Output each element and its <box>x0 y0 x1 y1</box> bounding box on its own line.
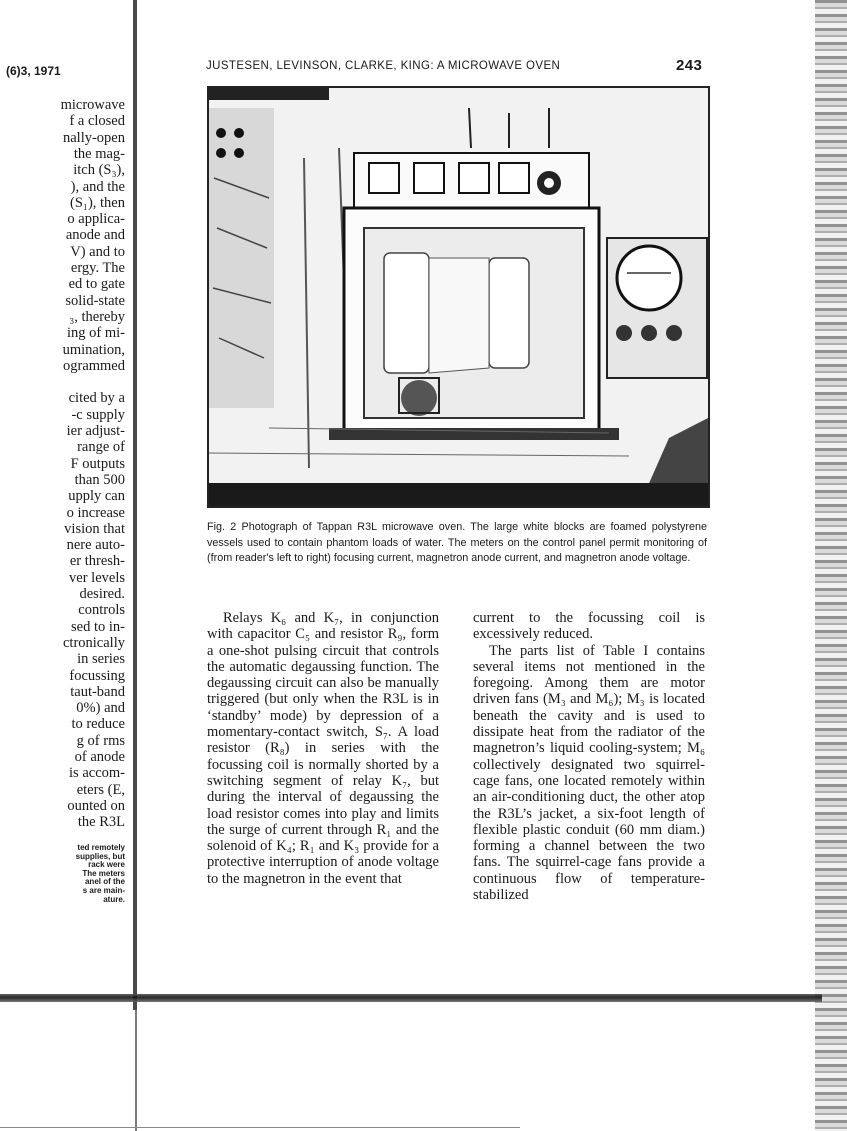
previous-page-line: ergy. The <box>70 260 125 276</box>
scan-edge-right <box>815 0 847 1131</box>
scan-line-bottom <box>0 1127 520 1128</box>
previous-page-line: er thresh- <box>69 553 125 570</box>
previous-page-line: 0%) and <box>76 700 125 717</box>
oven-photo-illustration <box>209 88 708 506</box>
previous-page-line: to reduce <box>71 716 125 733</box>
previous-page-line: anode and <box>65 227 125 244</box>
previous-page-line: ver levels <box>69 569 125 586</box>
previous-page-line: o increase <box>66 504 125 521</box>
previous-page-line: solid-state <box>65 292 125 309</box>
figure-photograph <box>207 86 710 508</box>
previous-page-footnote-line: ature. <box>103 894 125 904</box>
previous-page-footnote-line: ted remotely <box>77 843 125 852</box>
previous-page-line: ogrammed <box>62 357 125 374</box>
body-column-right <box>473 610 705 903</box>
previous-page-line: ier adjust- <box>66 423 125 439</box>
previous-page-line: range of <box>77 439 125 456</box>
previous-page-footnote-line: anel of the <box>84 877 125 887</box>
previous-page-line: sed to in- <box>71 618 125 635</box>
previous-page-line: desired. <box>79 586 125 602</box>
previous-page-line: o applica- <box>67 211 125 228</box>
previous-page-line: microwave <box>60 97 125 113</box>
page-number: 243 <box>676 57 703 74</box>
previous-page-line: V) and to <box>70 243 125 260</box>
body-column-left <box>207 610 439 887</box>
previous-page-footnote-line: The meters <box>82 868 125 878</box>
previous-page-line: the mag- <box>73 145 125 162</box>
body-paragraph-continued: current to the focussing coil is excessively reduced. <box>473 610 705 643</box>
previous-page-line: than 500 <box>74 471 125 488</box>
previous-page-line: ing of mi- <box>67 325 125 342</box>
figure-caption: Fig. 2 Photograph of Tappan R3L microwave oven. The large white blocks are foamed polystyrene vessels used to contain phantom loads of water. The meters on the control panel permit monitoring of (from reader's left to right) focusing current, magnetron anode current, and magnetron anode voltage. <box>207 521 707 564</box>
previous-page-line: -c supply <box>71 406 125 423</box>
previous-page-footnote-line: supplies, but <box>75 851 125 861</box>
previous-page-footnote-line: s are main- <box>82 886 125 895</box>
previous-page-line: of anode <box>74 749 125 765</box>
previous-page-line: ), and the <box>70 178 125 195</box>
previous-page-line: umination, <box>62 341 125 358</box>
previous-page-line: g of rms <box>76 732 125 749</box>
running-title: JUSTESEN, LEVINSON, CLARKE, KING: A MICROWAVE OVEN <box>206 60 561 72</box>
previous-page-volume: (6)3, 1971 <box>6 64 61 78</box>
previous-page-line: ctronically <box>62 634 125 651</box>
body-paragraph: The parts list of Table I contains several items not mentioned in the foregoing. Among them are motor driven fans (M₃ and M₆); M₃ is located beneath the cavity and is used to dissipate heat from the radiator of the magnetron’s liquid cooling-system; M₆ collectively designated two squirrel-cage fans, one located remotely within an air-conditioning duct, the other atop the R3L’s jacket, a six-foot length of flexible plastic conduit (60 mm diam.) forming a channel between the two fans. The squirrel-cage fans provide a continuous flow of temperature-stabilized <box>473 642 705 904</box>
previous-page-line: cited by a <box>68 390 125 407</box>
previous-page-line: eters (E, <box>76 781 125 798</box>
previous-page-line: focussing <box>69 667 125 684</box>
previous-page-line: F outputs <box>70 455 125 472</box>
previous-page-line: vision that <box>64 520 125 537</box>
previous-page-line: the R3L <box>77 814 125 831</box>
previous-page-line: nere auto- <box>66 537 125 554</box>
previous-page-line: f a closed <box>69 113 125 130</box>
scan-edge-bottom <box>0 994 822 1002</box>
page-gutter-lower <box>135 1010 137 1131</box>
previous-page-line: controls <box>78 602 125 619</box>
previous-page-line: itch (S₃), <box>73 162 125 179</box>
previous-page-line: ed to gate <box>68 276 125 293</box>
previous-page-line: ounted on <box>67 797 125 814</box>
previous-page-line: upply can <box>68 488 125 505</box>
previous-page-line: taut-band <box>70 683 125 700</box>
previous-page-line: nally-open <box>62 129 125 146</box>
previous-page-footnote-line: rack were <box>88 860 125 870</box>
page-gutter <box>133 0 137 1010</box>
body-paragraph: Relays K₆ and K₇, in conjunction with capacitor C₅ and resistor R₉, form a one-shot pulsing circuit that controls the automatic degaussing function. The degaussing circuit can also be manually triggered (but only when the R3L is in ‘standby’ mode) by depression of a momentary-contact switch, S₇. A load resistor (R₈) in series with the focussing coil is normally shorted by a switching segment of relay K₇, but during the interval of degaussing the load resistor comes into play and limits the surge of current through R₁ and the solenoid of K₄; R₁ and K₃ provide for a protective interruption of anode voltage to the magnetron in the event that <box>207 610 439 887</box>
previous-page-line: (S₁), then <box>70 194 125 211</box>
previous-page-line: is accom- <box>69 765 125 782</box>
previous-page-line: ₃, thereby <box>69 308 125 325</box>
previous-page-line: in series <box>77 651 125 668</box>
